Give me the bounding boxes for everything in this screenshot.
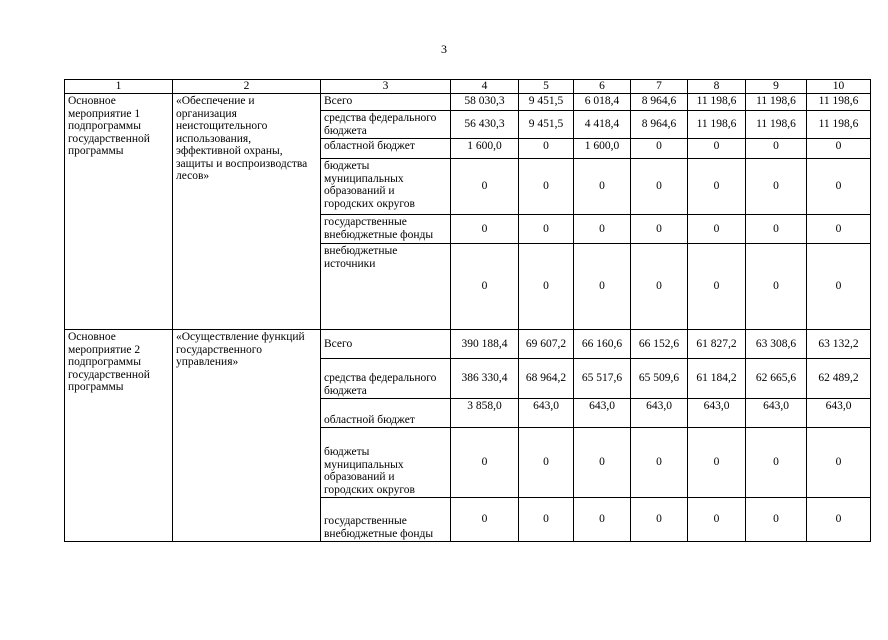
- value-cell: 61 827,2: [688, 330, 746, 359]
- value-cell: 11 198,6: [688, 94, 746, 111]
- value-cell: 0: [631, 139, 688, 159]
- value-cell: 1 600,0: [574, 139, 631, 159]
- value-cell: 643,0: [688, 399, 746, 428]
- column-header: 9: [746, 80, 807, 94]
- value-cell: 62 665,6: [746, 359, 807, 399]
- funding-source-cell: Всего: [321, 94, 451, 111]
- value-cell: 11 198,6: [807, 94, 871, 111]
- value-cell: 0: [451, 215, 519, 244]
- value-cell: 0: [519, 428, 574, 498]
- column-header: 1: [65, 80, 173, 94]
- table-row: [65, 94, 871, 111]
- value-cell: 66 152,6: [631, 330, 688, 359]
- value-cell: 69 607,2: [519, 330, 574, 359]
- value-cell: 56 430,3: [451, 111, 519, 139]
- value-cell: 0: [574, 159, 631, 215]
- value-cell: 643,0: [807, 399, 871, 428]
- funding-source-cell: внебюджетные источники: [321, 244, 451, 330]
- value-cell: 0: [574, 244, 631, 330]
- value-cell: 0: [807, 244, 871, 330]
- value-cell: 0: [688, 498, 746, 542]
- value-cell: 0: [688, 139, 746, 159]
- column-header: 2: [173, 80, 321, 94]
- value-cell: 390 188,4: [451, 330, 519, 359]
- value-cell: 643,0: [574, 399, 631, 428]
- value-cell: 63 308,6: [746, 330, 807, 359]
- value-cell: 9 451,5: [519, 94, 574, 111]
- value-cell: 0: [807, 215, 871, 244]
- value-cell: 0: [451, 428, 519, 498]
- value-cell: 0: [807, 498, 871, 542]
- column-header: 5: [519, 80, 574, 94]
- column-header: 4: [451, 80, 519, 94]
- value-cell: 0: [574, 428, 631, 498]
- column-header: 8: [688, 80, 746, 94]
- funding-source-cell: государственные внебюджетные фонды: [321, 215, 451, 244]
- funding-source-cell: областной бюджет: [321, 399, 451, 428]
- event-name-cell: Основное мероприятие 2 подпрограммы государственной программы: [65, 330, 173, 542]
- value-cell: 0: [746, 139, 807, 159]
- value-cell: 0: [451, 498, 519, 542]
- table-header-row: [65, 80, 871, 94]
- value-cell: 0: [688, 428, 746, 498]
- value-cell: 0: [746, 159, 807, 215]
- value-cell: 0: [746, 244, 807, 330]
- column-header: 7: [631, 80, 688, 94]
- value-cell: 65 509,6: [631, 359, 688, 399]
- value-cell: 0: [519, 139, 574, 159]
- value-cell: 11 198,6: [807, 111, 871, 139]
- value-cell: 0: [631, 498, 688, 542]
- value-cell: 0: [746, 498, 807, 542]
- value-cell: 0: [451, 159, 519, 215]
- value-cell: 0: [519, 498, 574, 542]
- value-cell: 8 964,6: [631, 111, 688, 139]
- value-cell: 0: [451, 244, 519, 330]
- column-header: 3: [321, 80, 451, 94]
- value-cell: 3 858,0: [451, 399, 519, 428]
- value-cell: 386 330,4: [451, 359, 519, 399]
- program-name-cell: «Обеспечение и организация неистощительного использования, эффективной охраны, защиты и воспроизводства лесов»: [173, 94, 321, 330]
- value-cell: 0: [688, 159, 746, 215]
- funding-source-cell: бюджеты муниципальных образований и городских округов: [321, 428, 451, 498]
- value-cell: 62 489,2: [807, 359, 871, 399]
- value-cell: 8 964,6: [631, 94, 688, 111]
- value-cell: 11 198,6: [746, 94, 807, 111]
- value-cell: 68 964,2: [519, 359, 574, 399]
- value-cell: 63 132,2: [807, 330, 871, 359]
- value-cell: 58 030,3: [451, 94, 519, 111]
- column-header: 10: [807, 80, 871, 94]
- event-name-cell: Основное мероприятие 1 подпрограммы государственной программы: [65, 94, 173, 330]
- financing-table: [64, 79, 871, 542]
- value-cell: 0: [688, 215, 746, 244]
- funding-source-cell: Всего: [321, 330, 451, 359]
- value-cell: 0: [631, 244, 688, 330]
- funding-source-cell: бюджеты муниципальных образований и городских округов: [321, 159, 451, 215]
- value-cell: 643,0: [519, 399, 574, 428]
- funding-source-cell: государственные внебюджетные фонды: [321, 498, 451, 542]
- value-cell: 61 184,2: [688, 359, 746, 399]
- value-cell: 0: [574, 498, 631, 542]
- value-cell: 4 418,4: [574, 111, 631, 139]
- value-cell: 0: [746, 428, 807, 498]
- value-cell: 6 018,4: [574, 94, 631, 111]
- value-cell: 0: [519, 215, 574, 244]
- value-cell: 0: [631, 215, 688, 244]
- value-cell: 0: [519, 244, 574, 330]
- value-cell: 0: [807, 139, 871, 159]
- funding-source-cell: областной бюджет: [321, 139, 451, 159]
- value-cell: 0: [746, 215, 807, 244]
- page-number: 3: [441, 42, 447, 56]
- value-cell: 0: [574, 215, 631, 244]
- value-cell: 11 198,6: [746, 111, 807, 139]
- value-cell: 0: [631, 159, 688, 215]
- column-header: 6: [574, 80, 631, 94]
- value-cell: 0: [688, 244, 746, 330]
- value-cell: 11 198,6: [688, 111, 746, 139]
- value-cell: 0: [807, 428, 871, 498]
- value-cell: 643,0: [746, 399, 807, 428]
- value-cell: 65 517,6: [574, 359, 631, 399]
- program-name-cell: «Осуществление функций государственного управления»: [173, 330, 321, 542]
- table-row: [65, 330, 871, 359]
- funding-source-cell: средства федерального бюджета: [321, 359, 451, 399]
- value-cell: 0: [807, 159, 871, 215]
- value-cell: 66 160,6: [574, 330, 631, 359]
- value-cell: 1 600,0: [451, 139, 519, 159]
- funding-source-cell: средства федерального бюджета: [321, 111, 451, 139]
- value-cell: 643,0: [631, 399, 688, 428]
- value-cell: 0: [519, 159, 574, 215]
- value-cell: 9 451,5: [519, 111, 574, 139]
- value-cell: 0: [631, 428, 688, 498]
